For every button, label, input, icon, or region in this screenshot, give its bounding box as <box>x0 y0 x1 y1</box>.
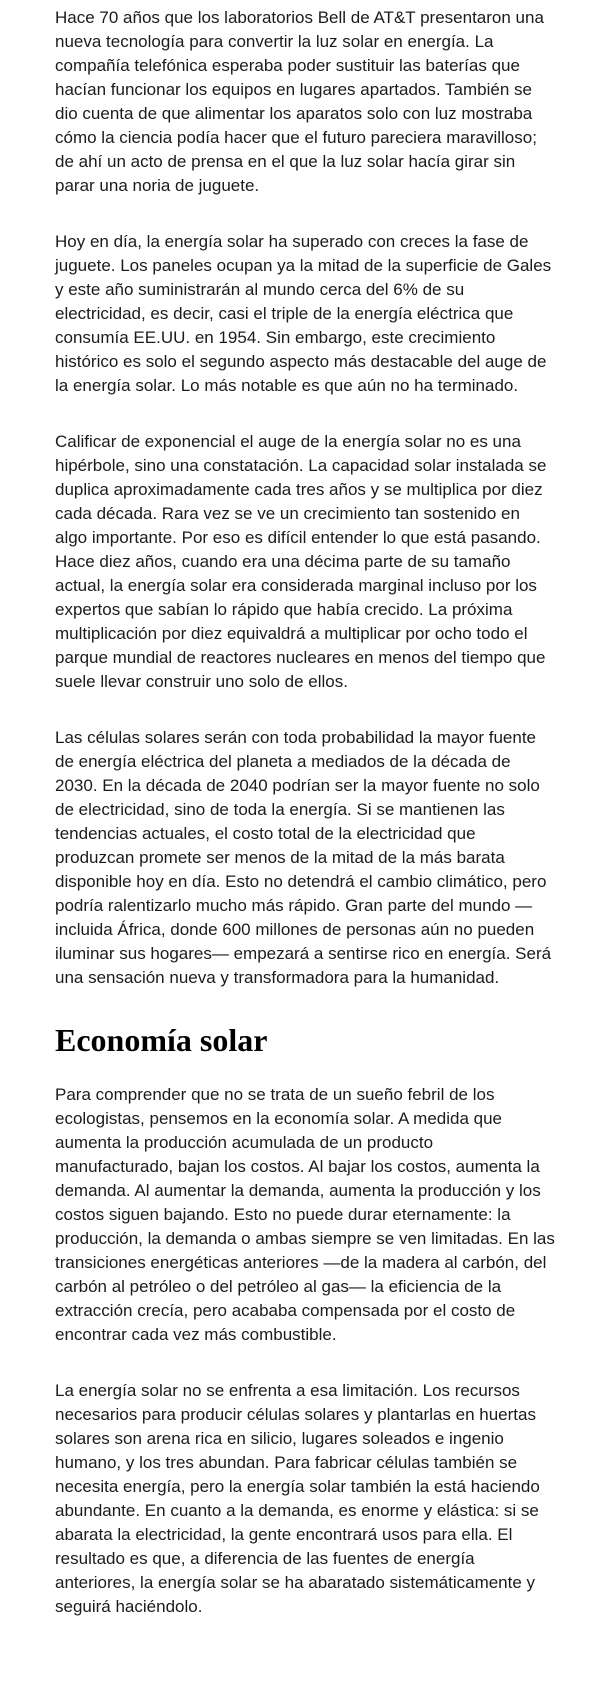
article-paragraph: Hace 70 años que los laboratorios Bell de AT&T presentaron una nueva tecnología para convertir la luz solar en energía. La compañía telefónica esperaba poder sustituir las baterías que hacían funcionar los equipos en lugares apartados. También se dio cuenta de que alimentar los aparatos solo con luz mostraba cómo la ciencia podía hacer que el futuro pareciera maravilloso; de ahí un acto de prensa en el que la luz solar hacía girar sin parar una noria de juguete. <box>55 8 544 195</box>
article-paragraph: Hoy en día, la energía solar ha superado con creces la fase de juguete. Los paneles ocupan ya la mitad de la superficie de Gales y este año suministrarán al mundo cerca del 6% de su electricidad, es decir, casi el triple de la energía eléctrica que consumía EE.UU. en 1954. Sin embargo, este crecimiento histórico es solo el segundo aspecto más destacable del auge de la energía solar. Lo más notable es que aún no ha terminado. <box>55 232 552 395</box>
article-paragraph: Las células solares serán con toda probabilidad la mayor fuente de energía eléctrica del planeta a mediados de la década de 2030. En la década de 2040 podrían ser la mayor fuente no solo de electricidad, sino de toda la energía. Si se mantienen las tendencias actuales, el costo total de la electricidad que produzcan promete ser menos de la mitad de la más barata disponible hoy en día. Esto no detendrá el cambio climático, pero podría ralentizarlo mucho más rápido. Gran parte del mundo —incluida África, donde 600 millones de personas aún no pueden iluminar sus hogares— empezará a sentirse rico en energía. Será una sensación nueva y transformadora para la humanidad. <box>55 728 552 987</box>
article-paragraph: Calificar de exponencial el auge de la energía solar no es una hipérbole, sino una constatación. La capacidad solar instalada se duplica aproximadamente cada tres años y se multiplica por diez cada década. Rara vez se ve un crecimiento tan sostenido en algo importante. Por eso es difícil entender lo que está pasando. Hace diez años, cuando era una décima parte de su tamaño actual, la energía solar era considerada marginal incluso por los expertos que sabían lo rápido que había crecido. La próxima multiplicación por diez equivaldrá a multiplicar por ocho todo el parque mundial de reactores nucleares en menos del tiempo que suele llevar construir uno solo de ellos. <box>55 432 547 691</box>
article-paragraph: Para comprender que no se trata de un sueño febril de los ecologistas, pensemos en la economía solar. A medida que aumenta la producción acumulada de un producto manufacturado, bajan los costos. Al bajar los costos, aumenta la demanda. Al aumentar la demanda, aumenta la producción y los costos siguen bajando. Esto no puede durar eternamente: la producción, la demanda o ambas siempre se ven limitadas. En las transiciones energéticas anteriores —de la madera al carbón, del carbón al petróleo o del petróleo al gas— la eficiencia de la extracción crecía, pero acababa compensada por el costo de encontrar cada vez más combustible. <box>55 1085 555 1344</box>
section-heading-economia-solar: Economía solar <box>55 1022 268 1058</box>
article-paragraph: La energía solar no se enfrenta a esa limitación. Los recursos necesarios para producir células solares y plantarlas en huertas solares son arena rica en silicio, lugares soleados e ingenio humano, y los tres abundan. Para fabricar células también se necesita energía, pero la energía solar también la está haciendo abundante. En cuanto a la demanda, es enorme y elástica: si se abarata la electricidad, la gente encontrará usos para ella. El resultado es que, a diferencia de las fuentes de energía anteriores, la energía solar se ha abaratado sistemáticamente y seguirá haciéndolo. <box>55 1381 540 1616</box>
